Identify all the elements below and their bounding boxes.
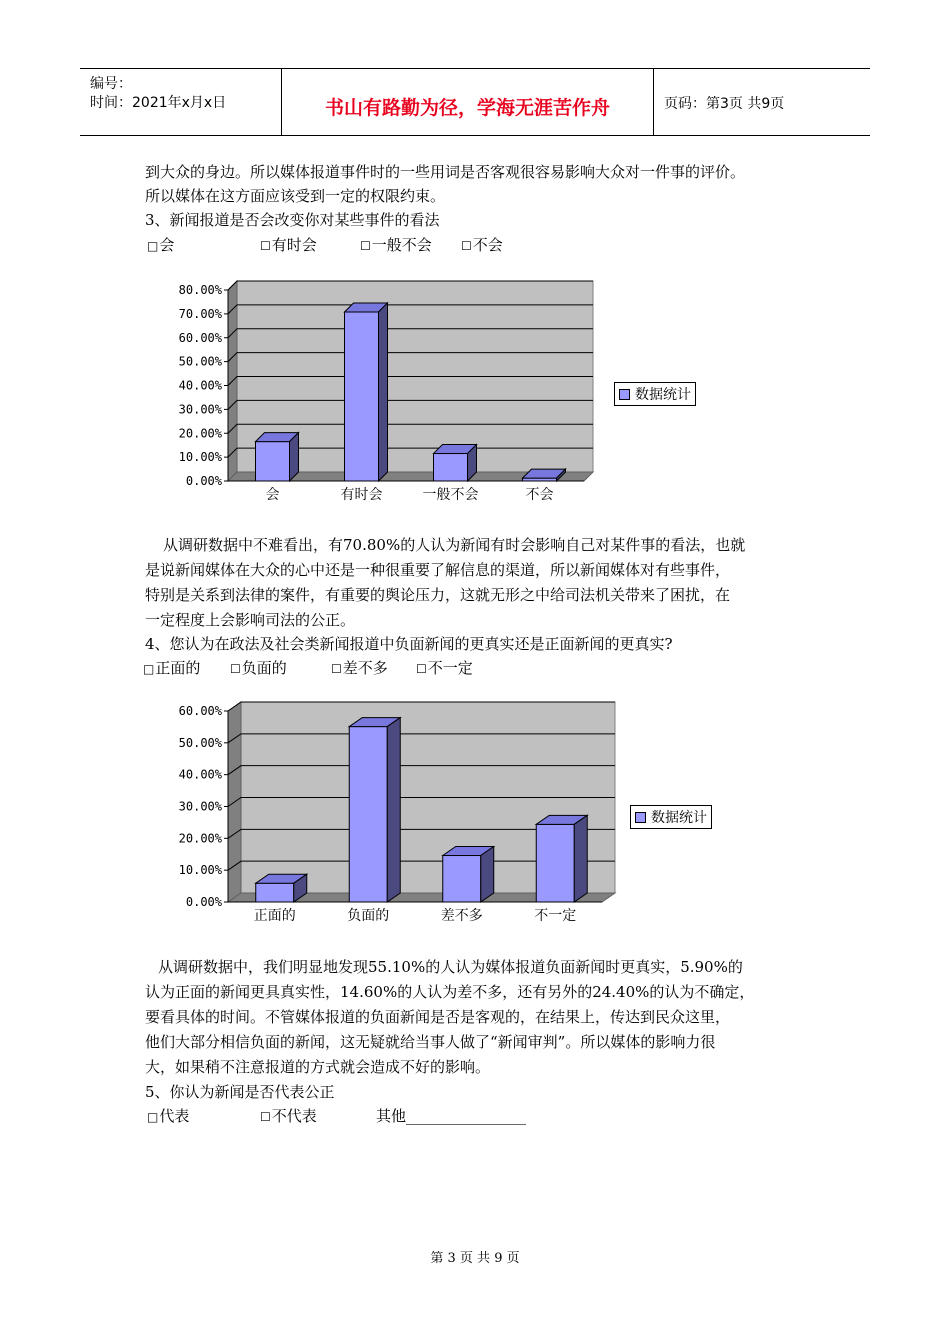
- y-tick-label: 60.00%: [178, 330, 222, 345]
- q3-analysis-line-1: 从调研数据中不难看出，有70.80%的人认为新闻有时会影响自己对某件事的看法，也就: [163, 536, 746, 554]
- page-footer: 第 3 页 共 9 页: [430, 1251, 520, 1266]
- chart-q3-svg: [140, 272, 610, 512]
- q4-analysis-line-2: 认为正面的新闻更具真实性，14.60%的人认为差不多，还有另外的24.40%的认为不确定，: [145, 983, 755, 1001]
- checkbox-icon: □: [143, 662, 155, 676]
- q4-option-4[interactable]: [416, 657, 473, 678]
- y-tick-label: 10.00%: [178, 450, 222, 465]
- bar-side: [379, 303, 388, 481]
- chart-q4-legend: [630, 805, 712, 829]
- option-label: 不代表: [271, 1107, 317, 1125]
- checkbox-icon: ☐: [461, 239, 472, 253]
- y-tick-label: 70.00%: [178, 306, 222, 321]
- option-label: 差不多: [342, 659, 388, 677]
- x-category-label: 正面的: [253, 908, 296, 924]
- checkbox-icon: ☐: [260, 239, 271, 253]
- date-label: 时间：2021年x月x日: [90, 95, 227, 111]
- x-category-label: 差不多: [440, 908, 483, 924]
- page-header: [80, 68, 870, 136]
- bar-side: [290, 433, 299, 481]
- bar-side: [387, 718, 400, 902]
- y-tick-label: 30.00%: [178, 402, 222, 417]
- checkbox-icon: ☐: [360, 239, 371, 253]
- checkbox-icon: ☐: [331, 662, 342, 676]
- bar-front: [256, 442, 290, 481]
- intro-line-2: 所以媒体在这方面应该受到一定的权限约束。: [145, 187, 446, 205]
- y-tick-label: 50.00%: [178, 354, 222, 369]
- bar-side: [481, 847, 494, 902]
- q4-analysis-line-4: 他们大部分相信负面的新闻，这无疑就给当事人做了“新闻审判”。所以媒体的影响力很: [145, 1033, 716, 1051]
- option-label: 一般不会: [371, 236, 432, 254]
- x-category-label: 会: [265, 487, 280, 503]
- chart-q3: [140, 272, 720, 512]
- q3-option-1[interactable]: [147, 234, 174, 255]
- q4-analysis-line-5: 大，如果稍不注意报道的方式就会造成不好的影响。: [145, 1058, 491, 1076]
- chart-q4: [140, 694, 730, 934]
- y-tick-label: 40.00%: [178, 378, 222, 393]
- x-category-label: 不一定: [534, 908, 577, 924]
- x-category-label: 一般不会: [422, 487, 479, 503]
- q3-option-4[interactable]: [461, 234, 503, 255]
- q3-analysis-line-3: 特别是关系到法律的案件，有重要的舆论压力，这就无形之中给司法机关带来了困扰，在: [145, 586, 731, 604]
- y-tick-label: 80.00%: [178, 283, 222, 297]
- q4-option-3[interactable]: [331, 657, 388, 678]
- legend-swatch-icon: [635, 812, 646, 823]
- motto: 书山有路勤为径，学海无涯苦作舟: [324, 97, 610, 119]
- header-page-cell: [654, 69, 870, 135]
- y-tick-label: 30.00%: [178, 799, 222, 814]
- y-tick-label: 40.00%: [178, 767, 222, 782]
- bar-side: [574, 815, 587, 902]
- q3-question: 3、新闻报道是否会改变你对某些事件的看法: [145, 211, 440, 229]
- q4-question: 4、您认为在政法及社会类新闻报道中负面新闻的更真实还是正面新闻的更真实?: [145, 635, 673, 653]
- header-motto-cell: [282, 69, 654, 135]
- checkbox-icon: □: [147, 239, 159, 253]
- y-tick-label: 10.00%: [178, 863, 222, 878]
- y-tick-label: 20.00%: [178, 426, 222, 441]
- legend-swatch-icon: [619, 389, 630, 400]
- option-label: 代表: [159, 1107, 190, 1125]
- q5-question: 5、你认为新闻是否代表公正: [145, 1083, 335, 1101]
- option-label: 负面的: [241, 659, 287, 677]
- bar-front: [434, 454, 468, 481]
- q3-option-3[interactable]: [360, 234, 432, 255]
- q4-option-2[interactable]: [230, 657, 287, 678]
- checkbox-icon: ☐: [416, 662, 427, 676]
- option-label: 正面的: [155, 659, 201, 677]
- y-tick-label: 60.00%: [178, 704, 222, 718]
- y-tick-label: 0.00%: [185, 474, 222, 488]
- legend-label: 数据统计: [651, 810, 707, 826]
- q5-option-2[interactable]: [260, 1105, 317, 1126]
- checkbox-icon: ☐: [260, 1110, 271, 1124]
- intro-line-1: 到大众的身边。所以媒体报道事件时的一些用词是否客观很容易影响大众对一件事的评价。: [145, 163, 746, 181]
- x-category-label: 不会: [525, 487, 554, 503]
- q5-option-1[interactable]: [147, 1105, 189, 1126]
- checkbox-icon: ☐: [230, 662, 241, 676]
- option-label: 有时会: [271, 236, 317, 254]
- q4-analysis-line-3: 要看具体的时间。不管媒体报道的负面新闻是否是客观的，在结果上，传达到民众这里，: [145, 1008, 731, 1026]
- page-label: 页码：第3页 共9页: [664, 96, 785, 112]
- bar-front: [256, 883, 294, 902]
- q5-other-field[interactable]: 其他________________: [376, 1107, 527, 1125]
- bar-front: [536, 824, 574, 902]
- y-tick-label: 50.00%: [178, 735, 222, 750]
- chart-q4-svg: [140, 694, 620, 934]
- q3-option-2[interactable]: [260, 234, 317, 255]
- legend-label: 数据统计: [635, 387, 691, 403]
- x-category-label: 负面的: [347, 908, 390, 924]
- chart-q3-legend: [614, 382, 696, 406]
- y-tick-label: 20.00%: [178, 831, 222, 846]
- bar-front: [443, 856, 481, 902]
- q3-analysis-line-2: 是说新闻媒体在大众的心中还是一种很重要了解信息的渠道，所以新闻媒体对有些事件，: [145, 561, 731, 579]
- checkbox-icon: □: [147, 1110, 159, 1124]
- option-label: 会: [159, 236, 175, 254]
- option-label: 不一定: [427, 659, 473, 677]
- option-label: 不会: [472, 236, 503, 254]
- x-category-label: 有时会: [340, 487, 383, 503]
- number-label: 编号：: [90, 76, 132, 92]
- y-tick-label: 0.00%: [185, 895, 222, 909]
- q4-option-1[interactable]: [143, 657, 200, 678]
- bar-front: [345, 312, 379, 481]
- q3-analysis-line-4: 一定程度上会影响司法的公正。: [145, 611, 356, 629]
- q4-analysis-line-1: 从调研数据中，我们明显地发现55.10%的人认为媒体报道负面新闻时更真实，5.90%的: [158, 958, 743, 976]
- bar-front: [349, 727, 387, 902]
- header-meta: [80, 69, 282, 135]
